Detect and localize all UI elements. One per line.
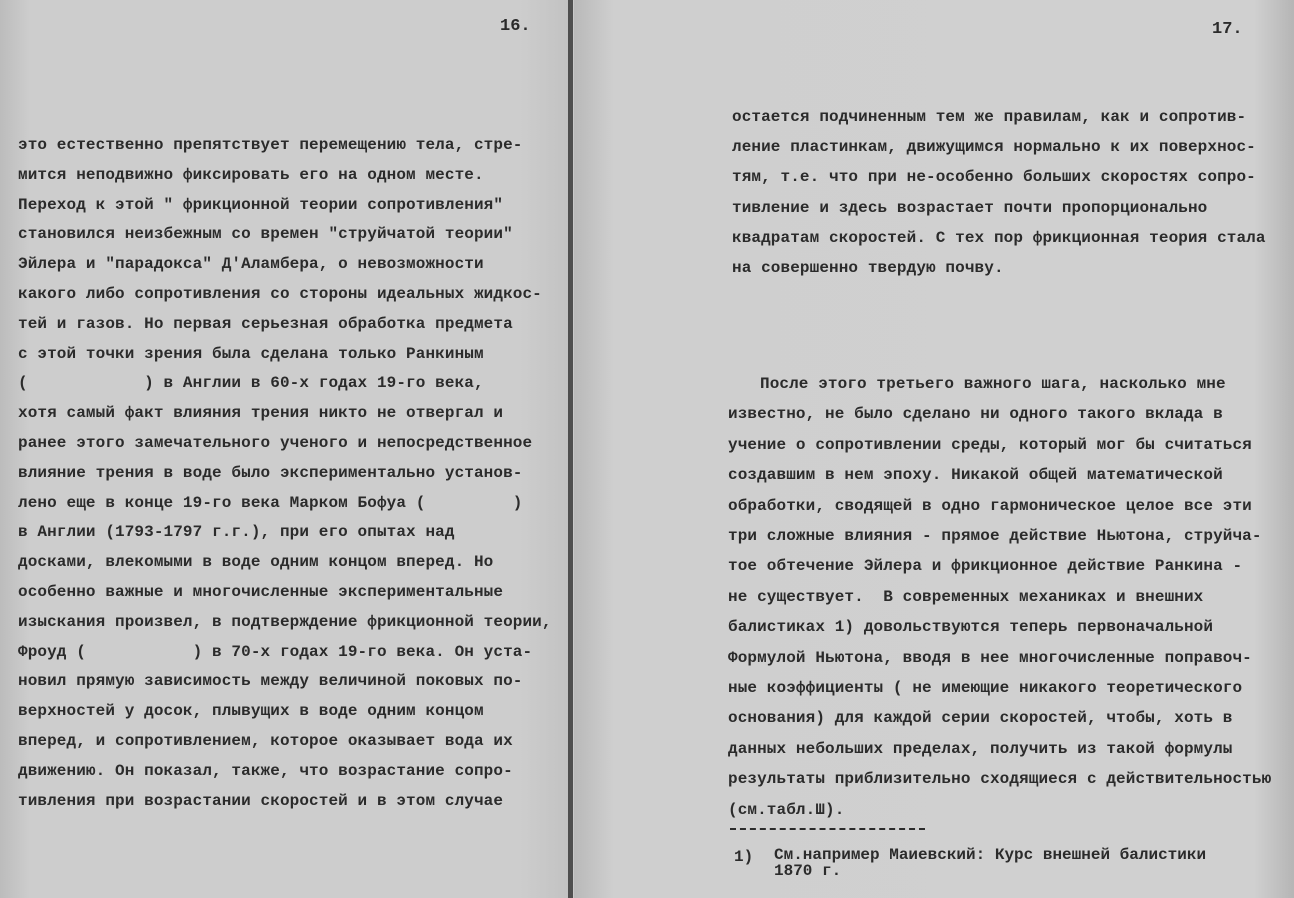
text-line: вперед, и сопротивлением, которое оказывает вода их xyxy=(18,732,513,750)
text-line: верхностей у досок, плывущих в воде одним концом xyxy=(18,702,484,721)
text-line: балистиках 1) довольствуются теперь первоначальной xyxy=(728,618,1214,637)
text-line: ление пластинкам, движущимся нормально к их поверхнос- xyxy=(732,138,1256,157)
text-line: три сложные влияния - прямое действие Ньютона, струйча- xyxy=(728,527,1262,545)
text-line: тям, т.е. что при не-особенно больших скоростях сопро- xyxy=(732,168,1256,187)
footnote-mark: 1) xyxy=(734,848,754,866)
text-line: мится неподвижно фиксировать его на одном месте. xyxy=(18,165,484,184)
text-line: с этой точки зрения была сделана только Ранкиным xyxy=(18,344,484,363)
text-line: новил прямую зависимость между величиной поковых по- xyxy=(18,672,523,691)
page-number: 16. xyxy=(500,17,531,36)
text-line: на совершенно твердую почву. xyxy=(732,259,1004,277)
text-line: данных небольших пределах, получить из такой формулы xyxy=(728,739,1233,758)
text-line: досками, влекомыми в воде одним концом вперед. Но xyxy=(18,553,494,572)
text-line: не существует. В современных механиках и внешних xyxy=(728,587,1204,606)
right-page xyxy=(574,0,1294,898)
footnote-year: 1870 г. xyxy=(774,862,842,880)
text-line: какого либо сопротивления со стороны идеальных жидкос- xyxy=(18,285,542,303)
text-line: тей и газов. Но первая серьезная обработка предмета xyxy=(18,314,513,333)
text-line: особенно важные и многочисленные экспериментальные xyxy=(18,583,504,601)
page-number: 17. xyxy=(1212,20,1243,39)
text-line: ( ) в Англии в 60-х годах 19-го века, xyxy=(18,374,484,393)
text-line: ранее этого замечательного ученого и непосредственное xyxy=(18,434,533,452)
text-line: Эйлера и "парадокса" Д'Аламбера, о невозможности xyxy=(18,255,484,274)
text-line: изыскания произвел, в подтверждение фрикционной теории, xyxy=(18,612,552,631)
text-line: известно, не было сделано ни одного такого вклада в xyxy=(728,405,1223,424)
text-line: (см.табл.Ш). xyxy=(728,800,845,819)
text-line: основания) для каждой серии скоростей, чтобы, хоть в xyxy=(728,709,1233,728)
footnote-text: См.например Маиевский: Курс внешней балистики xyxy=(774,846,1207,864)
text-line: остается подчиненным тем же правилам, как и сопротив- xyxy=(732,108,1247,126)
text-line: это естественно препятствует перемещению тела, стре- xyxy=(18,136,523,154)
text-line: результаты приблизительно сходящиеся с действительностью xyxy=(728,770,1272,789)
text-line: создавшим в нем эпоху. Никакой общей математической xyxy=(728,466,1223,485)
text-line: влияние трения в воде было экспериментально установ- xyxy=(18,463,523,482)
text-line: в Англии (1793-1797 г.г.), при его опытах над xyxy=(18,523,455,542)
text-line: тое обтечение Эйлера и фрикционное действие Ранкина - xyxy=(728,557,1243,576)
text-line: движению. Он показал, также, что возрастание сопро- xyxy=(18,761,513,780)
page-spine xyxy=(568,0,573,898)
left-page xyxy=(0,0,570,898)
text-line: После этого третьего важного шага, насколько мне xyxy=(760,375,1226,393)
text-line: учение о сопротивлении среды, который мог бы считаться xyxy=(728,435,1252,454)
footnote-divider xyxy=(730,828,925,830)
text-line: тивления при возрастании скоростей и в этом случае xyxy=(18,791,504,810)
text-line: Фроуд ( ) в 70-х годах 19-го века. Он уста- xyxy=(18,642,533,661)
text-line: тивление и здесь возрастает почти пропорционально xyxy=(732,198,1208,217)
text-line: ные коэффициенты ( не имеющие никакого теоретического xyxy=(728,679,1243,697)
text-line: обработки, сводящей в одно гармоническое целое все эти xyxy=(728,496,1252,515)
text-line: становился неизбежным со времен "струйчатой теории" xyxy=(18,225,513,244)
text-line: Переход к этой " фрикционной теории сопротивления" xyxy=(18,195,504,214)
text-line: Формулой Ньютона, вводя в нее многочисленные поправоч- xyxy=(728,648,1252,667)
text-line: лено еще в конце 19-го века Марком Бофуа ( ) xyxy=(18,493,523,512)
text-line: квадратам скоростей. С тех пор фрикционная теория стала xyxy=(732,228,1266,247)
text-line: хотя самый факт влияния трения никто не отвергал и xyxy=(18,404,504,423)
